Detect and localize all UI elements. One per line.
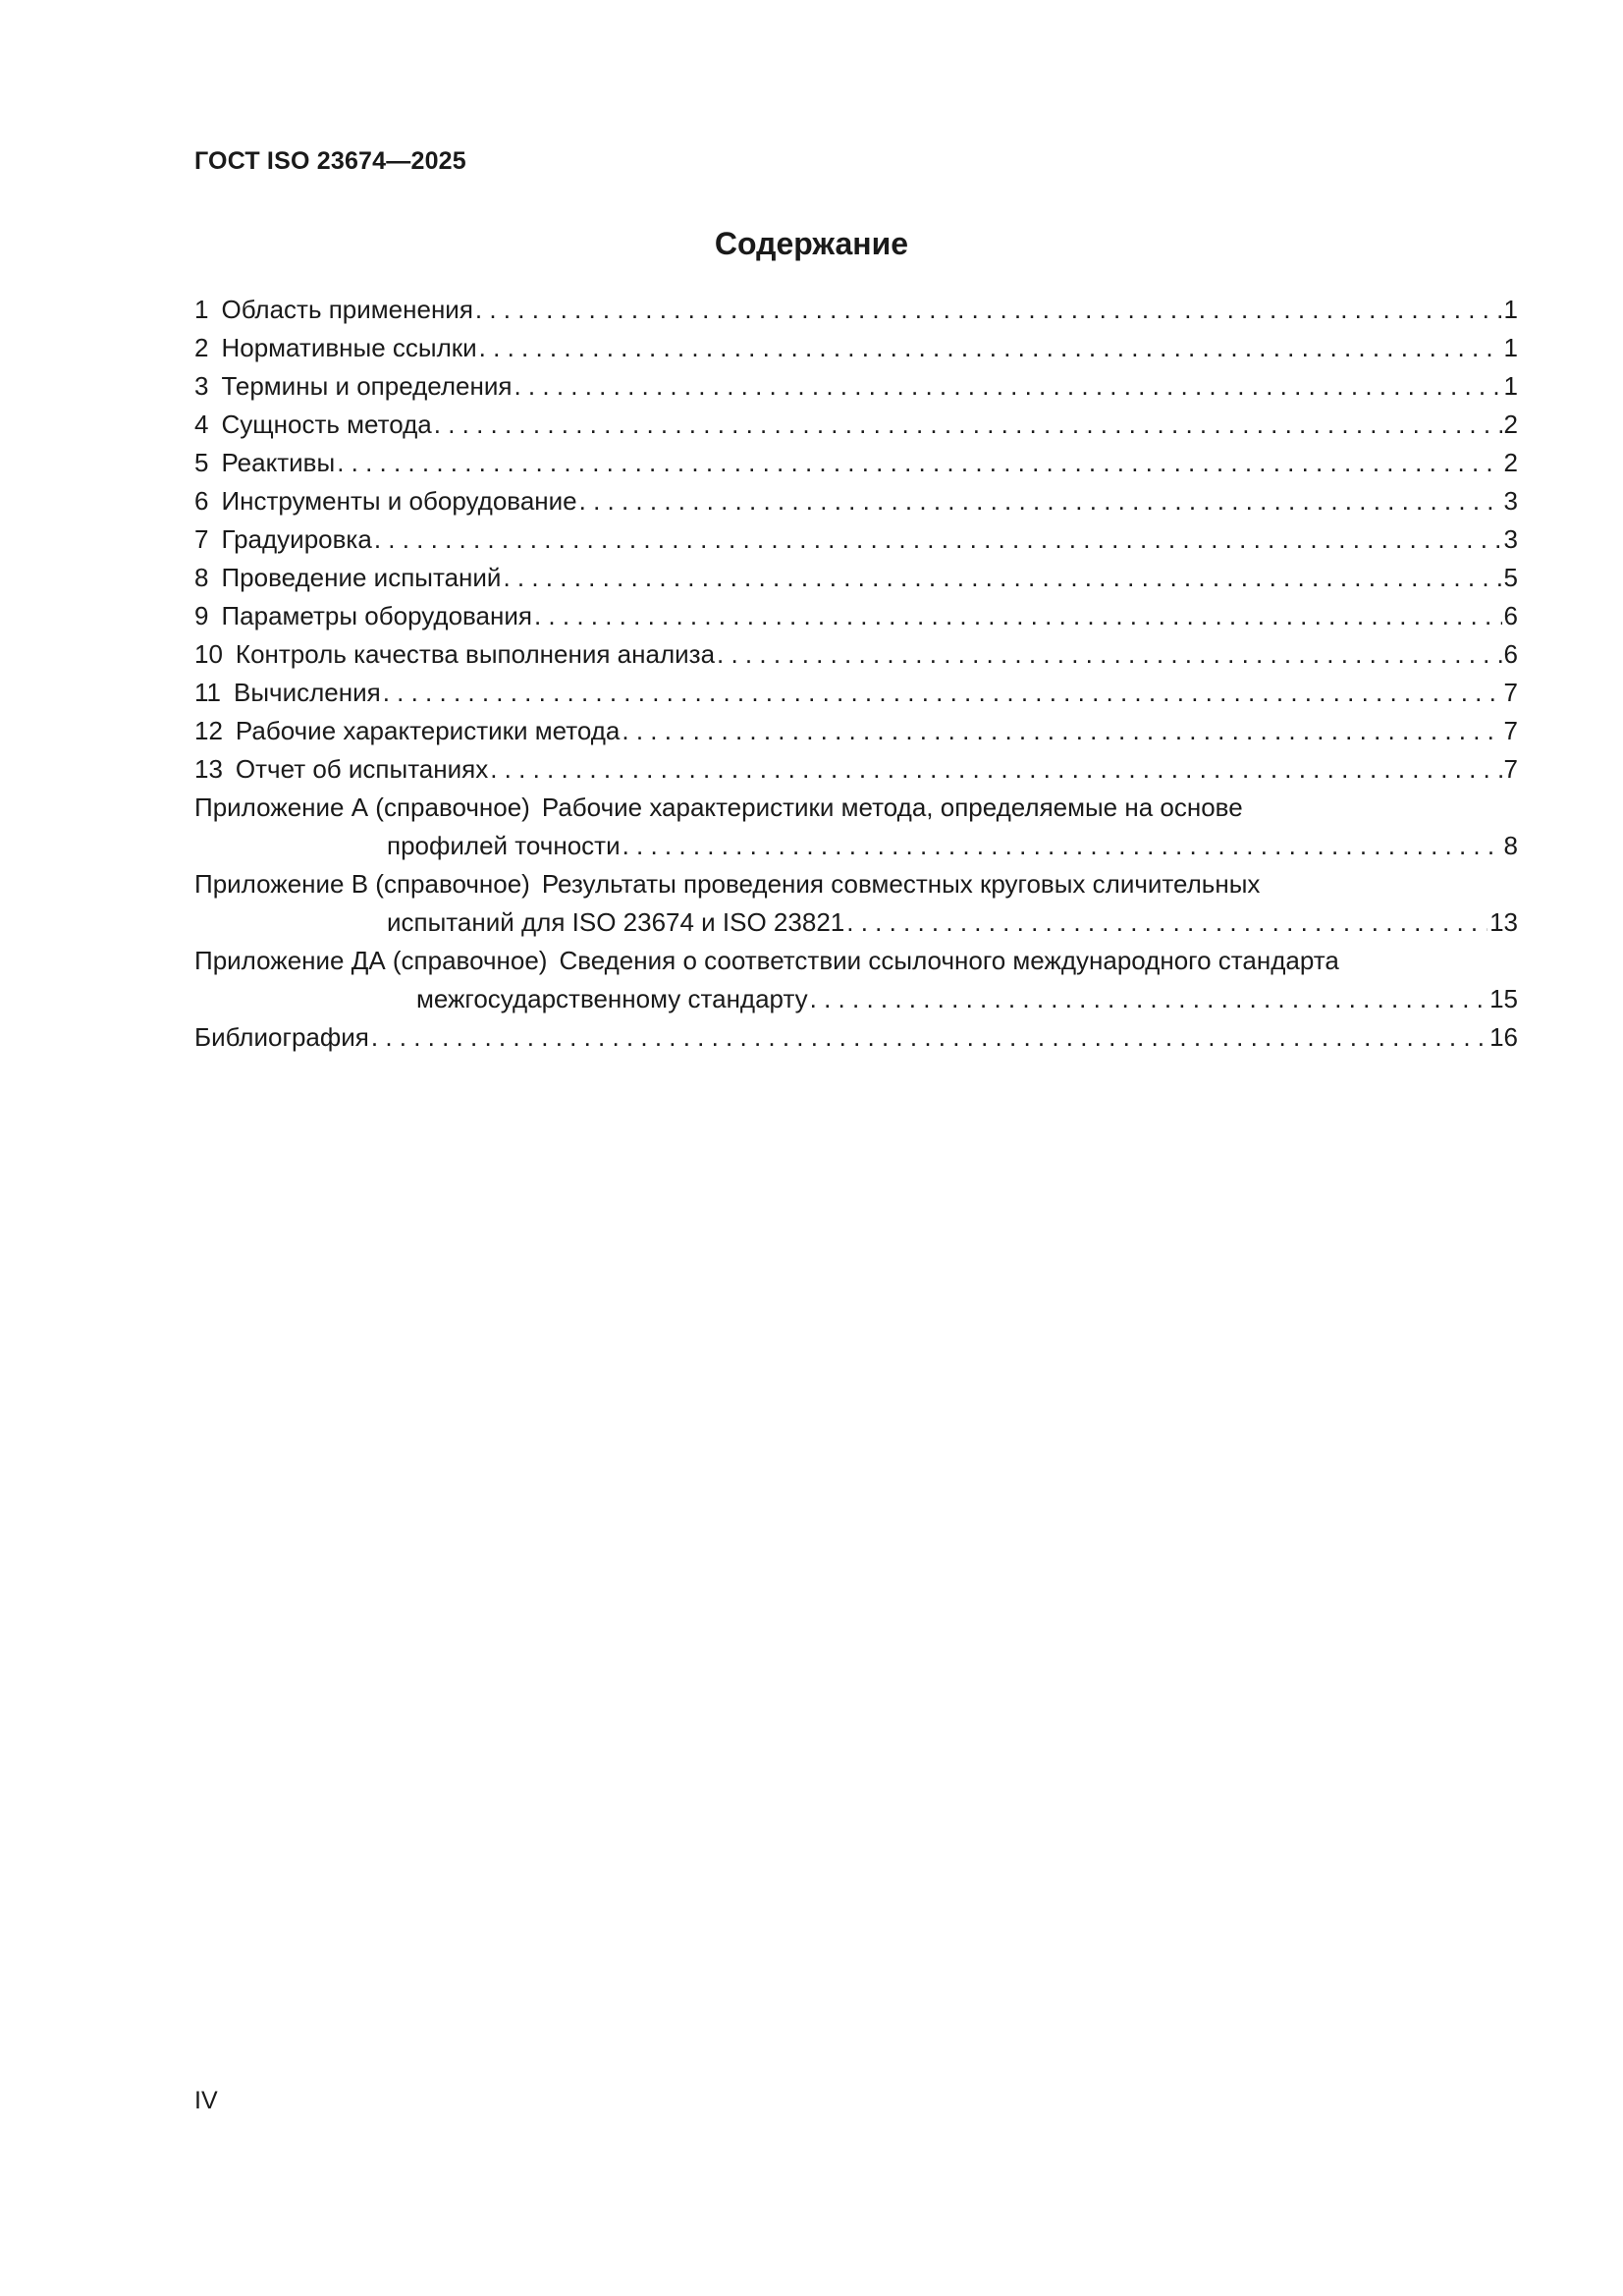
page-ref: 3 — [1503, 524, 1518, 554]
toc-appendix-a-heading[interactable] — [194, 789, 1518, 827]
dot-leader — [717, 635, 1502, 674]
dot-leader — [622, 827, 1502, 865]
section-number: 11 — [194, 678, 221, 707]
page-ref: 7 — [1503, 678, 1518, 707]
page-ref: 5 — [1503, 563, 1518, 592]
page-ref: 7 — [1503, 716, 1518, 745]
dot-leader — [490, 750, 1501, 789]
dot-leader — [475, 291, 1502, 329]
page-ref: 16 — [1489, 1022, 1518, 1052]
toc-entry[interactable] — [194, 329, 1518, 367]
page-ref: 6 — [1503, 639, 1518, 669]
appendix-title-line2: межгосударственному стандарту — [416, 984, 808, 1013]
appendix-label: Приложение В (справочное) — [194, 869, 530, 899]
section-number: 6 — [194, 486, 209, 516]
section-title: Отчет об испытаниях — [235, 754, 489, 784]
dot-leader — [337, 444, 1501, 482]
toc-entry[interactable] — [194, 291, 1518, 329]
toc-entry[interactable] — [194, 597, 1518, 635]
dot-leader — [503, 559, 1501, 597]
dot-leader — [622, 712, 1501, 750]
toc-entry[interactable] — [194, 750, 1518, 789]
page-ref: 3 — [1503, 486, 1518, 516]
section-number: 9 — [194, 601, 209, 630]
appendix-title-line1: Результаты проведения совместных круговых сличительных — [541, 869, 1261, 899]
section-number: 4 — [194, 410, 209, 439]
section-title: Инструменты и оборудование — [221, 486, 577, 516]
section-number: 7 — [194, 524, 209, 554]
document-designation: ГОСТ ISO 23674—2025 — [194, 147, 466, 175]
section-number: 13 — [194, 754, 223, 784]
toc-appendix-a-entry[interactable] — [194, 827, 1518, 865]
page-ref: 13 — [1489, 907, 1518, 937]
section-title: Область применения — [221, 295, 473, 324]
section-number: 5 — [194, 448, 209, 477]
toc-entry[interactable] — [194, 674, 1518, 712]
dot-leader — [374, 520, 1502, 559]
table-of-contents — [194, 291, 1518, 1057]
section-number: 10 — [194, 639, 223, 669]
page-ref: 7 — [1503, 754, 1518, 784]
section-title: Параметры оборудования — [221, 601, 532, 630]
dot-leader — [434, 406, 1502, 444]
page-ref: 1 — [1503, 295, 1518, 324]
appendix-title-line2: профилей точности — [387, 831, 621, 860]
page-number: IV — [194, 2087, 218, 2114]
appendix-title-line2: испытаний для ISO 23674 и ISO 23821 — [387, 907, 845, 937]
toc-appendix-b-heading[interactable] — [194, 865, 1518, 903]
section-number: 3 — [194, 371, 209, 401]
section-title: Реактивы — [221, 448, 336, 477]
appendix-label: Приложение ДА (справочное) — [194, 946, 548, 975]
page-ref: 2 — [1503, 448, 1518, 477]
toc-appendix-da-heading[interactable] — [194, 942, 1518, 980]
dot-leader — [846, 903, 1488, 942]
page-ref: 2 — [1503, 410, 1518, 439]
dot-leader — [534, 597, 1502, 635]
appendix-title-line1: Рабочие характеристики метода, определяемые на основе — [541, 793, 1243, 822]
toc-title: Содержание — [714, 226, 909, 261]
page-ref: 15 — [1489, 984, 1518, 1013]
section-title: Термины и определения — [221, 371, 513, 401]
page-ref: 8 — [1503, 831, 1518, 860]
section-title: Градуировка — [221, 524, 372, 554]
dot-leader — [383, 674, 1502, 712]
page-ref: 6 — [1503, 601, 1518, 630]
toc-entry[interactable] — [194, 367, 1518, 406]
section-number: 8 — [194, 563, 209, 592]
page-ref: 1 — [1503, 371, 1518, 401]
appendix-label: Приложение А (справочное) — [194, 793, 530, 822]
dot-leader — [579, 482, 1502, 520]
section-title: Вычисления — [234, 678, 381, 707]
toc-appendix-da-entry[interactable] — [194, 980, 1518, 1018]
section-title: Нормативные ссылки — [221, 333, 477, 362]
toc-entry[interactable] — [194, 406, 1518, 444]
dot-leader — [371, 1018, 1488, 1057]
dot-leader — [514, 367, 1501, 406]
toc-entry[interactable] — [194, 444, 1518, 482]
toc-appendix-b-entry[interactable] — [194, 903, 1518, 942]
bibliography-title: Библиография — [194, 1022, 369, 1052]
section-number: 12 — [194, 716, 223, 745]
toc-entry[interactable] — [194, 712, 1518, 750]
section-number: 1 — [194, 295, 209, 324]
dot-leader — [479, 329, 1502, 367]
section-title: Проведение испытаний — [221, 563, 502, 592]
section-number: 2 — [194, 333, 209, 362]
section-title: Сущность метода — [221, 410, 432, 439]
page-ref: 1 — [1503, 333, 1518, 362]
section-title: Рабочие характеристики метода — [235, 716, 621, 745]
appendix-title-line1: Сведения о соответствии ссылочного международного стандарта — [559, 946, 1339, 975]
section-title: Контроль качества выполнения анализа — [235, 639, 716, 669]
dot-leader — [810, 980, 1488, 1018]
toc-entry[interactable] — [194, 635, 1518, 674]
toc-entry[interactable] — [194, 520, 1518, 559]
toc-entry[interactable] — [194, 559, 1518, 597]
toc-entry[interactable] — [194, 482, 1518, 520]
toc-bibliography-entry[interactable] — [194, 1018, 1518, 1057]
